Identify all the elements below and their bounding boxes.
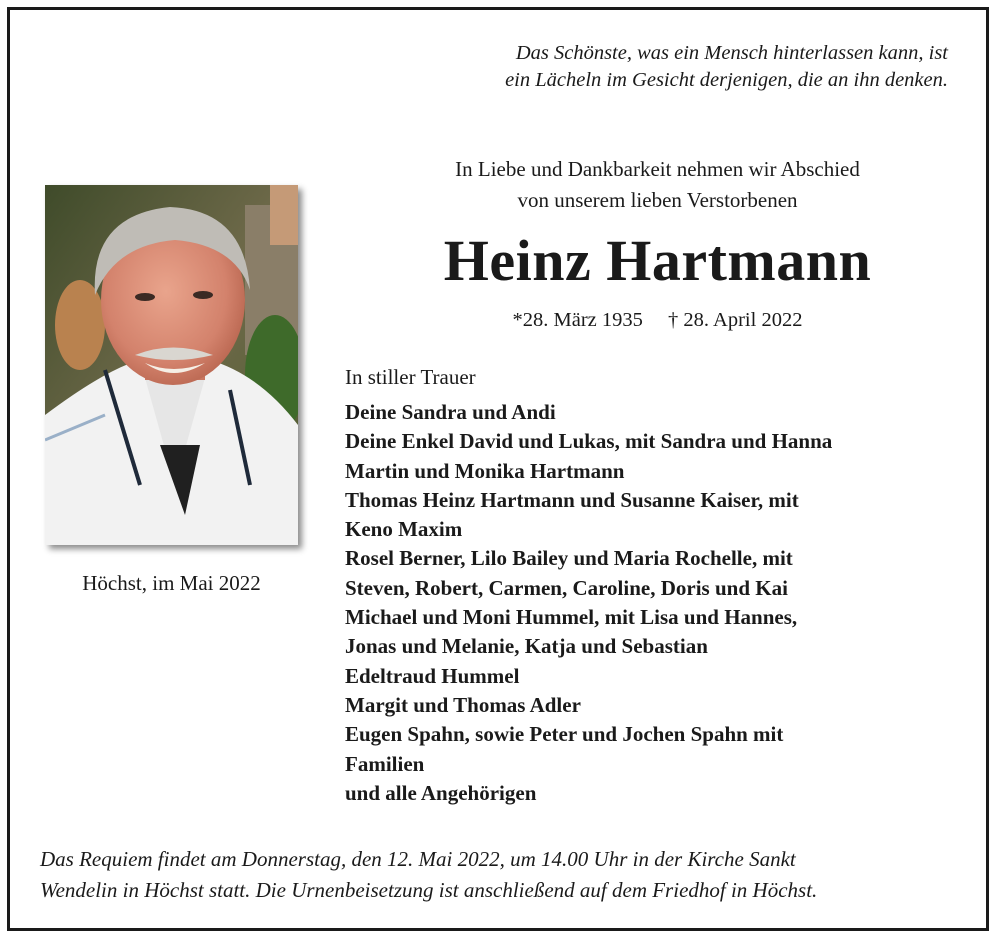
mourner-line: Deine Enkel David und Lukas, mit Sandra und Hanna — [345, 429, 833, 454]
intro-line: von unserem lieben Verstorbenen — [517, 188, 798, 212]
life-dates — [345, 306, 970, 334]
mourners-list — [345, 398, 965, 808]
mourner-line: Deine Sandra und Andi — [345, 400, 556, 424]
farewell-intro — [345, 154, 970, 216]
deceased-name: Heinz Hartmann — [443, 228, 872, 293]
mourner-line: Jonas und Melanie, Katja und Sebastian — [345, 634, 708, 659]
memorial-quote — [428, 40, 948, 94]
mourner-line: Eugen Spahn, sowie Peter und Jochen Spahn mit — [345, 722, 784, 747]
mourner-line: Michael und Moni Hummel, mit Lisa und Hannes, — [345, 605, 798, 630]
quote-line: ein Lächeln im Gesicht derjenigen, die an ihn denken. — [505, 69, 948, 91]
mourner-line: Martin und Monika Hartmann — [345, 458, 625, 483]
quote-line: Das Schönste, was ein Mensch hinterlassen kann, ist — [515, 42, 948, 64]
portrait-photo — [45, 185, 298, 545]
intro-line: In Liebe und Dankbarkeit nehmen wir Abschied — [455, 157, 860, 181]
mourners-heading: In stiller Trauer — [345, 365, 476, 389]
mourner-line: und alle Angehörigen — [345, 780, 537, 805]
requiem-notice — [40, 844, 970, 906]
mourner-line: Thomas Heinz Hartmann und Susanne Kaiser, mit — [345, 487, 799, 512]
requiem-line: Das Requiem findet am Donnerstag, den 12. Mai 2022, um 14.00 Uhr in der Kirche Sankt — [40, 847, 796, 871]
death-date: † 28. April 2022 — [668, 309, 803, 331]
mourner-line: Familien — [345, 751, 425, 776]
mourner-line: Rosel Berner, Lilo Bailey und Maria Rochelle, mit — [345, 546, 793, 571]
place-and-date: Höchst, im Mai 2022 — [82, 571, 261, 595]
mourner-line: Margit und Thomas Adler — [345, 692, 581, 717]
mourner-line: Steven, Robert, Carmen, Caroline, Doris und Kai — [345, 575, 788, 600]
mourner-line: Edeltraud Hummel — [345, 663, 520, 688]
requiem-line: Wendelin in Höchst statt. Die Urnenbeisetzung ist anschließend auf dem Friedhof in Höchst. — [40, 878, 818, 902]
mourner-line: Keno Maxim — [345, 517, 463, 542]
birth-date: *28. März 1935 — [512, 309, 643, 331]
